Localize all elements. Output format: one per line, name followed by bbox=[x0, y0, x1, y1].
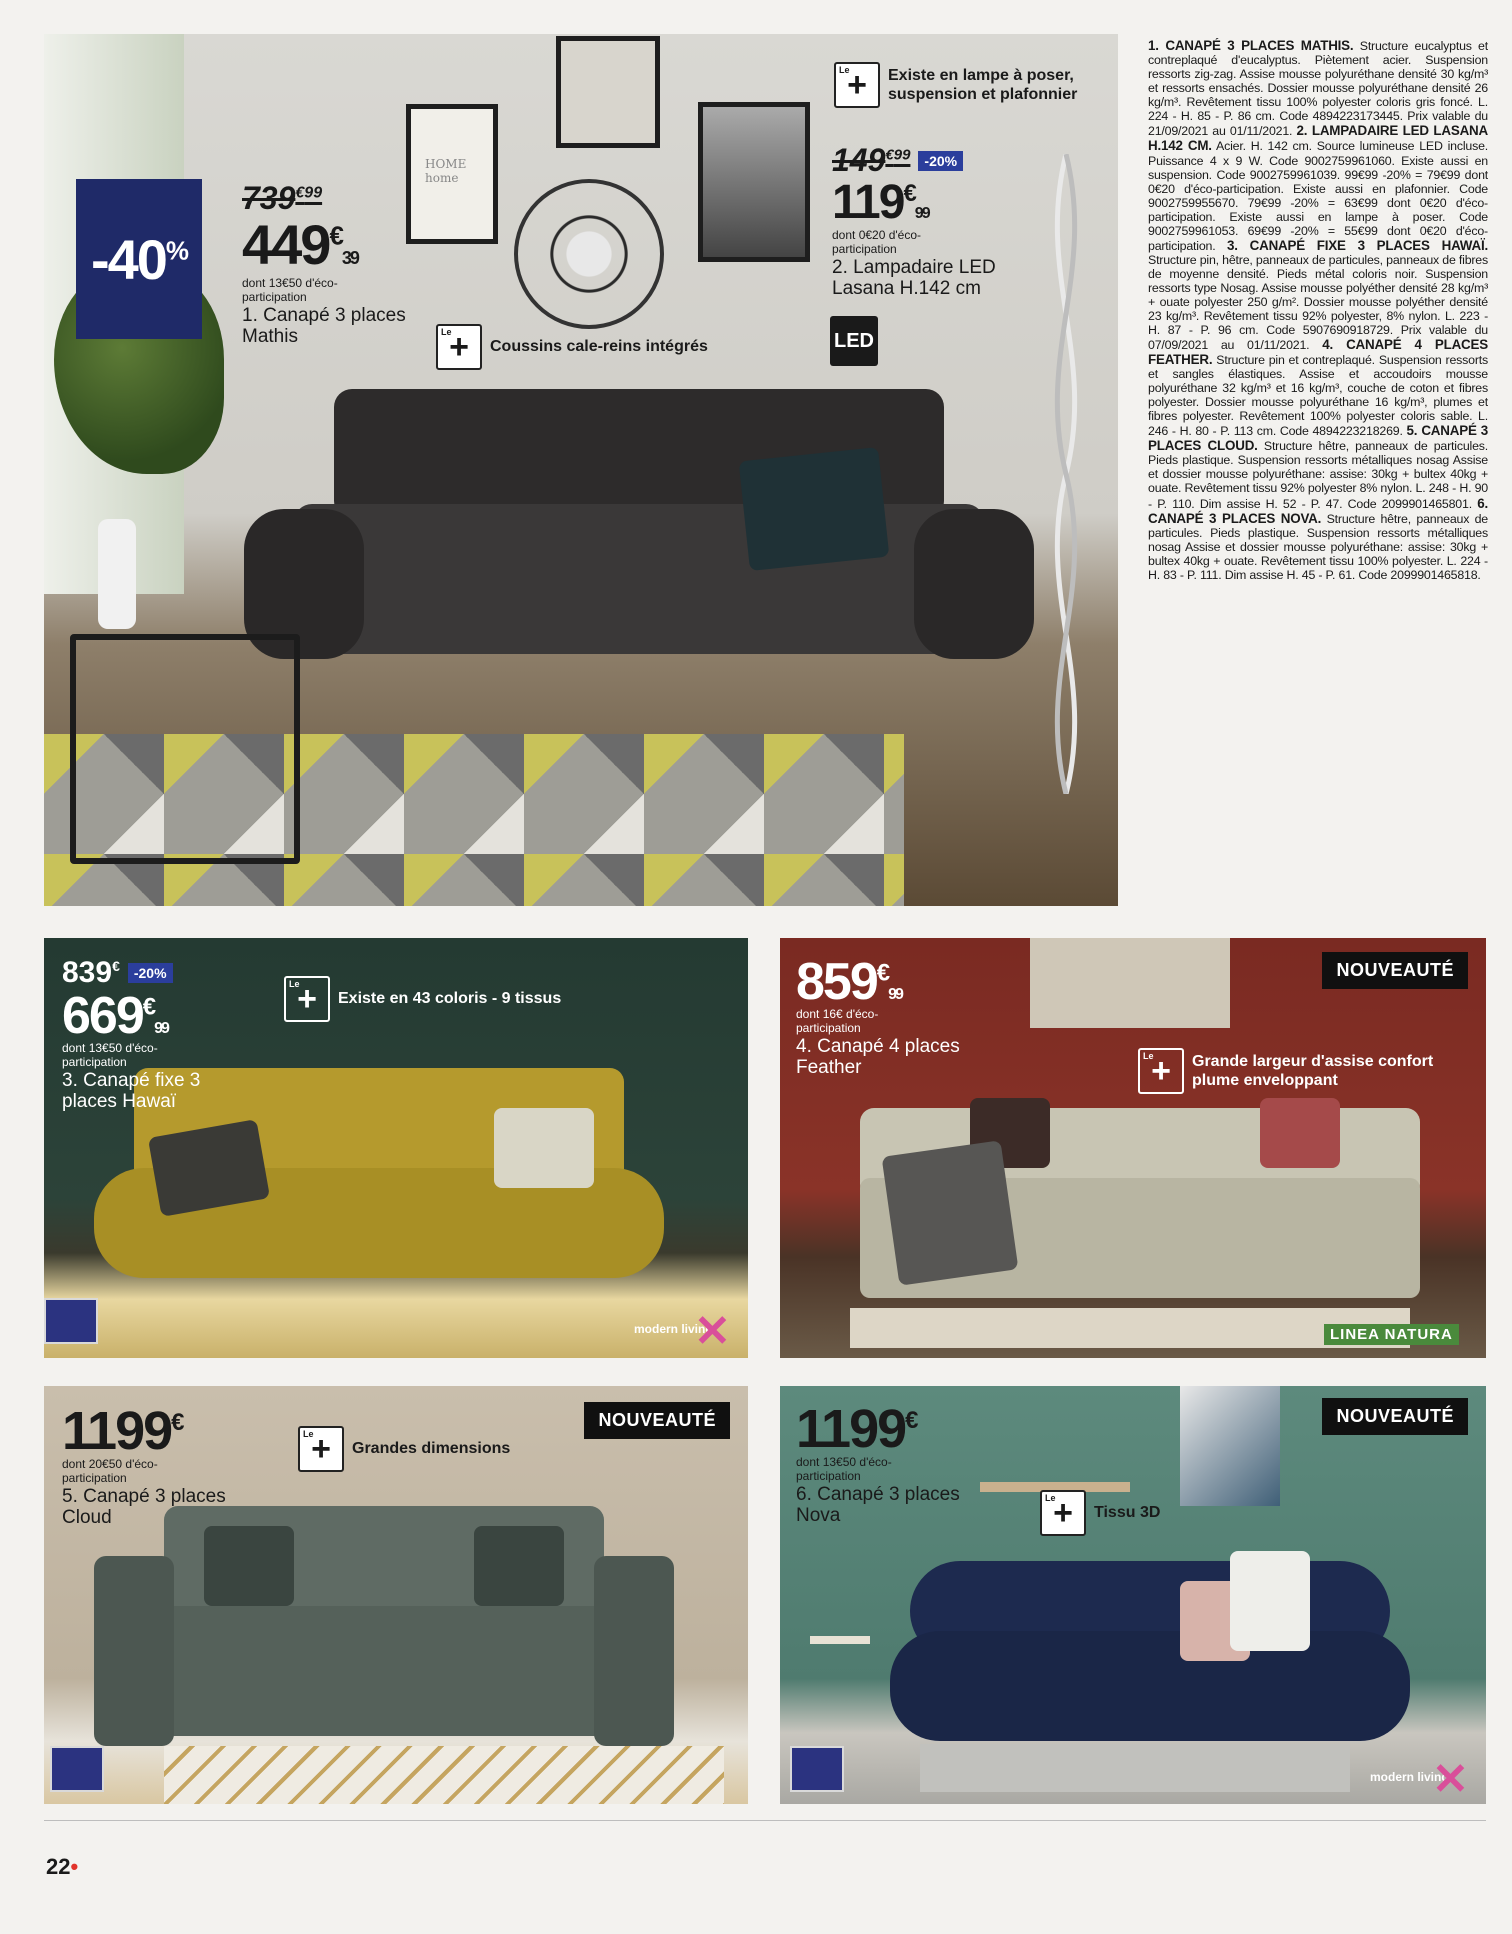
hawai-price-block bbox=[62, 956, 222, 1113]
le-plus-icon bbox=[436, 324, 482, 370]
cloud-name: 5. Canapé 3 places Cloud bbox=[62, 1485, 226, 1529]
hero-product-image bbox=[44, 34, 1118, 906]
hawai-price: 669€99 bbox=[62, 987, 168, 1045]
le-plus-icon bbox=[298, 1426, 344, 1472]
hawai-feature-label: Existe en 43 coloris - 9 tissus bbox=[338, 990, 562, 1008]
lamp-name: 2. Lampadaire LED Lasana H.142 cm bbox=[832, 256, 996, 300]
cloud-price: 1199€ bbox=[62, 1401, 183, 1461]
led-badge: LED bbox=[830, 316, 878, 366]
nova-feature-label: Tissu 3D bbox=[1094, 1504, 1161, 1522]
sofa-feature-label: Coussins cale-reins intégrés bbox=[490, 338, 708, 356]
sofa-cloud bbox=[94, 1506, 674, 1746]
le-plus-icon bbox=[834, 62, 880, 108]
lamp-discount-tag: -20% bbox=[918, 151, 963, 171]
feather-eco-participation: dont 16€ d'éco-participation bbox=[796, 1007, 879, 1035]
eco-label-logo bbox=[44, 1298, 98, 1344]
cloud-rug bbox=[164, 1746, 724, 1804]
description-text: 1. CANAPÉ 3 PLACES MATHIS. Structure eucalyptus et contreplaqué d'eucalyptus. Piètement acier. Suspension ressorts zig-zag. Assise mousse polyuréthane densité 30 kg/m³ et ressorts ensachés. Dossier mousse polyuréthane densité 26 kg/m³. Revêtement tissu 100% polyester coloris gris foncé. L. 224 - H. 85 - P. 86 cm. Code 4894223173445. Prix valable du 21/09/2021 au 01/11/2021. 2. LAMPADAIRE LED LASANA H.142 CM. Acier. H. 142 cm. Source lumineuse LED incluse. Puissance 4 x 9 W. Code 9002759961060. Existe aussi en suspension. Code 9002759961039. 99€99 -20% = 79€99 dont 0€20 d'éco-participation. Existe aussi en plafonnier. Code 9002759955670. 79€99 -20% = 63€99 dont 0€20 d'éco-participation. Existe aussi en lampe à poser. Code 9002759961053. 69€99 -20% = 55€99 dont 0€20 d'éco-participation. 3. CANAPÉ FIXE 3 PLACES HAWAÏ. Structure pin, hêtre, panneaux de particules, panneaux de fibres de moyenne densité. Pieds métal coloris noir. Suspension ressorts type Nosag. Assise mousse polyéther densité 28 kg/m³ + ouate polyester 250 g/m². Dossier mousse polyéther densité 23 kg/m³. Revêtement tissu 92% polyester, 8% nylon. L. 223 - H. 87 - P. 96 cm. Code 5907690918729. Prix valable du 07/09/2021 au 01/11/2021. 4. CANAPÉ 4 PLACES FEATHER. Structure pin et contreplaqué. Suspension ressorts et sangles élastiques. Assise et accoudoirs mousse polyuréthane 32 kg/m³ et 16 kg/m³, couche de coton et fibres polyester. Dossier mousse polyuréthane 16 kg/m³, plumes et fibres polyester. Revêtement 100% polyester coloris sable. L. 246 - H. 80 - P. 113 cm. Code 4894223218269. 5. CANAPÉ 3 PLACES CLOUD. Structure hêtre, panneaux de particules. Pieds plastique. Suspension ressorts métalliques nosag Assise et dossier mousse polyuréthane: assise: 30kg + bultex 40kg + ouate. Revêtement tissu 92% polyester 8% nylon. L. 248 - H. 90 - P. 110. Dim assise H. 52 - P. 47. Code 2099901465801. 6. CANAPÉ 3 PLACES NOVA. Structure hêtre, panneaux de particules. Pieds plastique. Suspension ressorts métalliques nosag Assise et dossier mousse polyuréthane: assise: 30kg + bultex 40kg + ouate. Revêtement tissu 100% polyester. L. 224 - H. 83 - P. 111. Dim assise H. 45 - P. 61. Code 2099901465818. bbox=[1148, 38, 1488, 582]
hawai-feature bbox=[284, 976, 561, 1022]
frame-text: HOME home bbox=[425, 157, 467, 185]
cloud-eco-participation: dont 20€50 d'éco-participation bbox=[62, 1457, 158, 1485]
le-plus-icon bbox=[1138, 1048, 1184, 1094]
page-number: 22• bbox=[46, 1854, 79, 1879]
page-number-dot: • bbox=[70, 1854, 79, 1879]
product-panel-cloud bbox=[44, 1386, 748, 1804]
product-descriptions bbox=[1148, 38, 1488, 838]
vase bbox=[98, 519, 136, 629]
brand-x-logo: ✕ bbox=[1432, 1755, 1469, 1804]
lamp-feature-label: Existe en lampe à poser, suspension et plafonnier bbox=[888, 66, 1078, 103]
nova-rug bbox=[920, 1744, 1350, 1792]
wall-art bbox=[1180, 1386, 1280, 1506]
hawai-name: 3. Canapé fixe 3 places Hawaï bbox=[62, 1069, 201, 1113]
footer-divider bbox=[44, 1820, 1486, 1821]
side-table bbox=[70, 634, 300, 864]
lamp-eco-participation: dont 0€20 d'éco-participation bbox=[832, 228, 922, 256]
feather-name: 4. Canapé 4 places Feather bbox=[796, 1035, 960, 1079]
hawai-discount-tag: -20% bbox=[128, 963, 173, 983]
eco-label-logo bbox=[50, 1746, 104, 1792]
brand-modern-living: modern living bbox=[634, 1322, 713, 1336]
lamp-price: 119€99 bbox=[832, 176, 929, 229]
le-plus-icon bbox=[284, 976, 330, 1022]
brand-linea-natura: LINEA NATURA bbox=[1324, 1324, 1459, 1345]
cloud-feature bbox=[298, 1426, 510, 1472]
nova-price-block bbox=[796, 1399, 996, 1527]
eco-label-logo bbox=[790, 1746, 844, 1792]
feather-price-block bbox=[796, 953, 996, 1079]
hawai-eco-participation: dont 13€50 d'éco-participation bbox=[62, 1041, 158, 1069]
cloud-price-block bbox=[62, 1401, 262, 1529]
sofa-cushion bbox=[739, 447, 890, 571]
brand-modern-living: modern living bbox=[1370, 1770, 1449, 1784]
sofa-nova bbox=[890, 1561, 1410, 1751]
le-plus-icon bbox=[1040, 1490, 1086, 1536]
sofa-price-block bbox=[242, 180, 442, 348]
nova-eco-participation: dont 13€50 d'éco-participation bbox=[796, 1455, 892, 1483]
feather-price: 859€99 bbox=[796, 953, 902, 1011]
nova-name: 6. Canapé 3 places Nova bbox=[796, 1483, 960, 1527]
nova-price: 1199€ bbox=[796, 1399, 917, 1459]
product-panel-hawai bbox=[44, 938, 748, 1358]
sofa-eco-participation: dont 13€50 d'éco-participation bbox=[242, 276, 338, 304]
product-panel-feather bbox=[780, 938, 1486, 1358]
cloud-feature-label: Grandes dimensions bbox=[352, 1440, 511, 1458]
wall-frame-paris bbox=[698, 102, 810, 262]
new-badge: NOUVEAUTÉ bbox=[1322, 952, 1468, 989]
product-panel-nova bbox=[780, 1386, 1486, 1804]
sofa-old-price: $739^{€99}$ bbox=[242, 180, 323, 216]
sofa-feather bbox=[860, 1108, 1420, 1308]
feather-feature bbox=[1138, 1048, 1442, 1094]
sofa-feature bbox=[436, 324, 708, 370]
lamp-price-block bbox=[832, 142, 1032, 300]
new-badge: NOUVEAUTÉ bbox=[1322, 1398, 1468, 1435]
lamp-feature bbox=[834, 62, 1118, 108]
discount-badge bbox=[76, 179, 202, 339]
hawai-old-price: 839€ bbox=[62, 956, 120, 989]
sofa-mathis-arm-right bbox=[914, 509, 1034, 659]
lamp-old-price: $149^{€99}$ bbox=[832, 142, 911, 178]
sofa-name: 1. Canapé 3 places Mathis bbox=[242, 304, 406, 348]
new-badge: NOUVEAUTÉ bbox=[584, 1402, 730, 1439]
feather-feature-label: Grande largeur d'assise confort plume enveloppant bbox=[1192, 1052, 1434, 1089]
side-stool bbox=[810, 1636, 870, 1756]
wall-art bbox=[1030, 938, 1230, 1028]
round-mirror bbox=[514, 179, 664, 329]
brand-x-logo: ✕ bbox=[694, 1307, 731, 1356]
led-floor-lamp bbox=[1046, 154, 1086, 794]
sofa-price: 449€39 bbox=[242, 213, 358, 276]
nova-feature bbox=[1040, 1490, 1160, 1536]
discount-value: -40% bbox=[90, 227, 188, 291]
wall-frame-sketch bbox=[556, 36, 660, 148]
